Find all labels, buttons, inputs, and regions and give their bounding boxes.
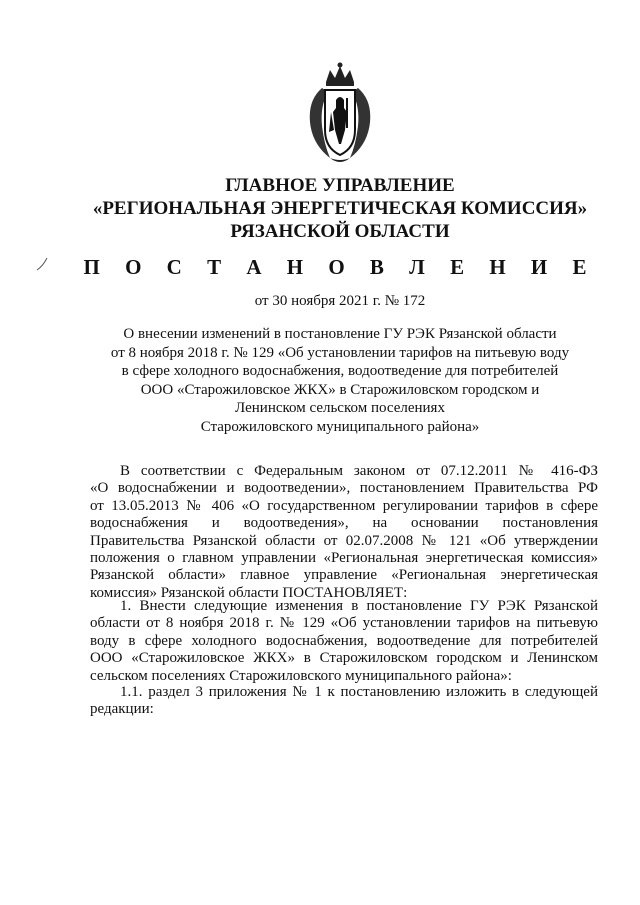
subject-line: ООО «Старожиловское ЖКХ» в Старожиловском городском и — [140, 381, 540, 398]
paragraph-line: 1.1. раздел 3 приложения № 1 к постановлению изложить в следующей — [120, 684, 598, 700]
paragraph-line: В соответствии с Федеральным законом от 07.12.2011 № 416-ФЗ — [120, 463, 598, 479]
paragraph-line: воду в сфере холодного водоснабжения, водоотведение для потребителей — [90, 632, 598, 649]
paragraph-line: сельском поселениях Старожиловского муниципального района»: — [90, 667, 512, 684]
paragraph-line: 1. Внести следующие изменения в постановление ГУ РЭК Рязанской — [120, 598, 598, 614]
paragraph-line: Правительства Рязанской области от 02.07.2008 № 121 «Об утверждении — [90, 532, 598, 549]
clause-1-1-paragraph — [90, 684, 598, 719]
coat-of-arms-icon — [300, 60, 380, 170]
clause-1-paragraph — [90, 598, 598, 685]
paragraph-line: «О водоснабжении и водоотведении», постановлением Правительства РФ — [90, 480, 598, 497]
document-subject — [40, 325, 640, 437]
paragraph-line: водоснабжения и водоотведения», на основании постановления — [90, 515, 598, 532]
document-type-title: П О С Т А Н О В Л Е Н И Е — [83, 255, 597, 279]
paragraph-line: редакции: — [90, 701, 154, 718]
paragraph-line: ООО «Старожиловское ЖКХ» в Старожиловском городском и Ленинском — [90, 650, 598, 667]
paragraph-line: Рязанской области» главное управление «Региональная энергетическая — [90, 567, 598, 584]
preamble-paragraph — [90, 463, 598, 602]
document-date-number: от 30 ноября 2021 г. № 172 — [254, 293, 426, 309]
subject-line: О внесении изменений в постановление ГУ РЭК Рязанской области — [123, 326, 557, 342]
paragraph-line: положения о главном управлении «Региональная энергетическая комиссия» — [90, 550, 598, 567]
subject-line: от 8 ноября 2018 г. № 129 «Об установлении тарифов на питьевую воду — [110, 344, 570, 361]
paragraph-line: области от 8 ноября 2018 г. № 129 «Об установлении тарифов на питьевую — [90, 615, 598, 632]
subject-line: Ленинском сельском поселениях — [235, 400, 445, 417]
subject-line: Старожиловского муниципального района» — [200, 418, 480, 435]
issuer-line-3: РЯЗАНСКОЙ ОБЛАСТИ — [230, 221, 450, 242]
subject-line: в сфере холодного водоснабжения, водоотведение для потребителей — [121, 363, 559, 380]
paragraph-line: от 13.05.2013 № 406 «О государственном регулировании тарифов в сфере — [90, 497, 598, 514]
issuer-line-2: «РЕГИОНАЛЬНАЯ ЭНЕРГЕТИЧЕСКАЯ КОМИССИЯ» — [92, 198, 588, 219]
paragraph-line: комиссия» Рязанской области ПОСТАНОВЛЯЕТ: — [90, 584, 408, 601]
issuer-line-1: ГЛАВНОЕ УПРАВЛЕНИЕ — [225, 175, 455, 196]
